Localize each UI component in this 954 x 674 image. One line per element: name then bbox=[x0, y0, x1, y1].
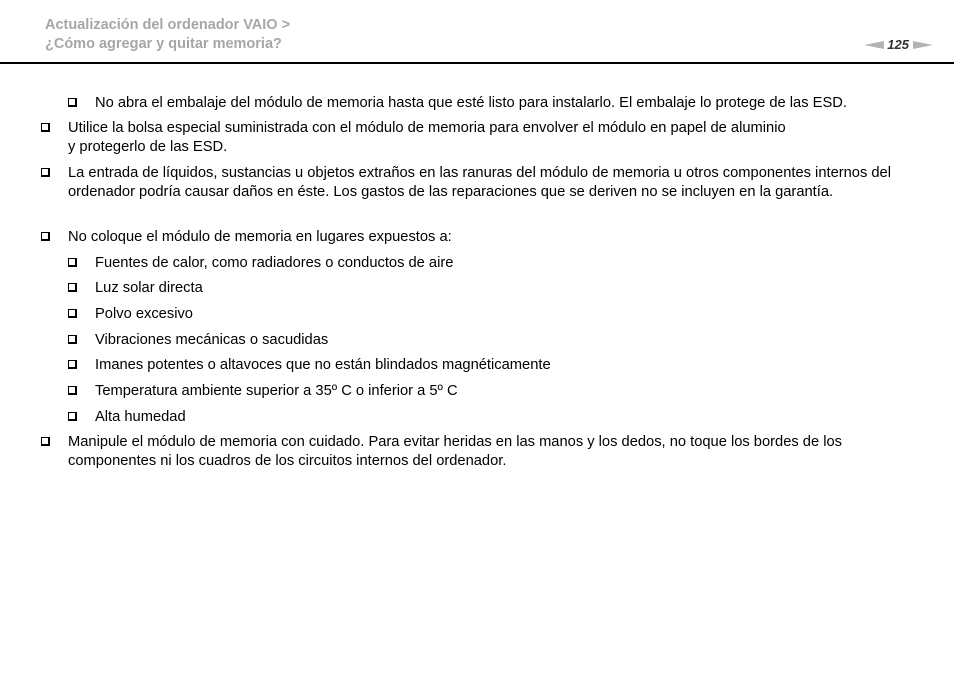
list-item bbox=[95, 408, 925, 427]
list-item bbox=[95, 356, 925, 375]
list-item bbox=[95, 94, 925, 113]
list-item-text: Vibraciones mecánicas o sacudidas bbox=[95, 332, 329, 348]
checkbox-bullet-icon bbox=[68, 360, 77, 369]
checkbox-bullet-icon bbox=[68, 412, 77, 421]
list-item bbox=[95, 382, 925, 401]
list-item-text: Luz solar directa bbox=[95, 280, 203, 296]
checkbox-bullet-icon bbox=[68, 386, 77, 395]
list-item-text: No abra el embalaje del módulo de memoria hasta que esté listo para instalarlo. El embalaje lo protege de las ESD. bbox=[95, 95, 847, 111]
list-item-text: Imanes potentes o altavoces que no están blindados magnéticamente bbox=[95, 357, 551, 373]
checkbox-bullet-icon bbox=[68, 258, 77, 267]
list-item bbox=[68, 228, 918, 247]
list-item bbox=[95, 331, 925, 350]
checkbox-bullet-icon bbox=[68, 309, 77, 318]
list-item-text bbox=[68, 119, 868, 158]
checkbox-bullet-icon bbox=[68, 283, 77, 292]
page-header bbox=[0, 0, 954, 64]
list-item-text: Manipule el módulo de memoria con cuidado. Para evitar heridas en las manos y los dedos, no toque los bordes de los componentes ni los cuadros de los circuitos internos del ordenador. bbox=[68, 434, 842, 470]
list-item bbox=[95, 279, 925, 298]
list-item-text: Temperatura ambiente superior a 35º C o inferior a 5º C bbox=[95, 383, 458, 399]
header-divider bbox=[0, 62, 954, 64]
list-item-text-line: Utilice la bolsa especial suministrada con el módulo de memoria para envolver el módulo en papel de aluminio bbox=[68, 120, 786, 136]
list-item-text: La entrada de líquidos, sustancias u objetos extraños en las ranuras del módulo de memoria u otros componentes internos del ordenador podría causar daños en éste. Los gastos de las reparaciones que se deriven no se incluyen en la garantía. bbox=[68, 165, 891, 201]
checkbox-bullet-icon bbox=[41, 232, 50, 241]
previous-page-arrow-icon[interactable] bbox=[864, 41, 884, 49]
page-navigator bbox=[864, 37, 933, 53]
list-item bbox=[68, 119, 868, 158]
checkbox-bullet-icon bbox=[68, 98, 77, 107]
list-item-text-line: y protegerlo de las ESD. bbox=[68, 139, 228, 156]
breadcrumb-current-page: ¿Cómo agregar y quitar memoria? bbox=[45, 36, 282, 52]
list-item bbox=[68, 164, 918, 203]
breadcrumb-section-link[interactable]: Actualización del ordenador VAIO > bbox=[45, 17, 291, 33]
list-item bbox=[95, 254, 925, 273]
list-item bbox=[68, 433, 918, 472]
checkbox-bullet-icon bbox=[68, 335, 77, 344]
next-page-arrow-icon[interactable] bbox=[913, 41, 933, 49]
list-item-text: Fuentes de calor, como radiadores o conductos de aire bbox=[95, 255, 454, 271]
page-number: 125 bbox=[887, 37, 909, 52]
list-item bbox=[95, 305, 925, 324]
checkbox-bullet-icon bbox=[41, 123, 50, 132]
breadcrumb bbox=[45, 16, 290, 54]
list-item-text: No coloque el módulo de memoria en lugares expuestos a: bbox=[68, 229, 452, 245]
checkbox-bullet-icon bbox=[41, 168, 50, 177]
list-item-text: Alta humedad bbox=[95, 409, 186, 425]
checkbox-bullet-icon bbox=[41, 437, 50, 446]
list-item-text: Polvo excesivo bbox=[95, 306, 193, 322]
